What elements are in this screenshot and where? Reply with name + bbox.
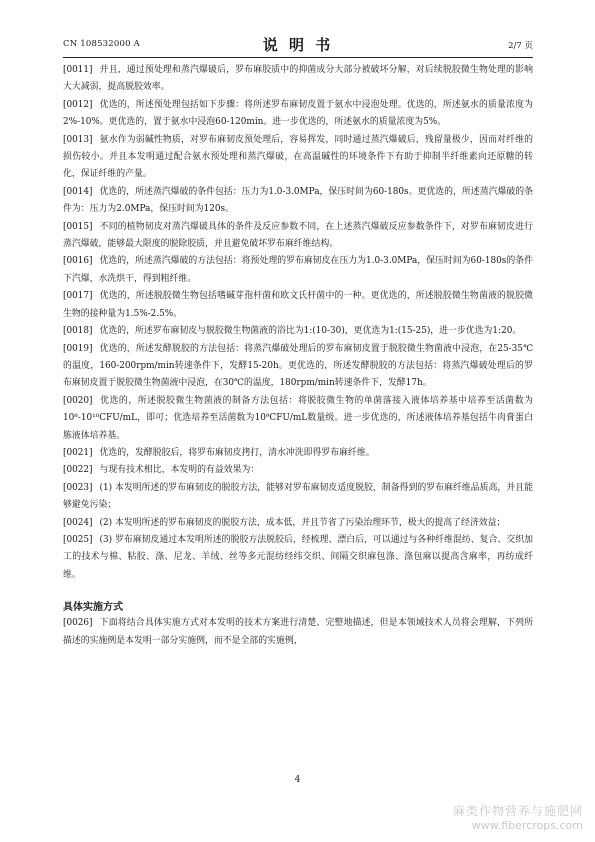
site-watermark	[453, 802, 583, 832]
paragraph-number: [0012]	[63, 99, 93, 110]
page-number: 4	[294, 775, 301, 785]
paragraph	[63, 393, 533, 445]
paragraph	[63, 341, 533, 393]
paragraph-number: [0019]	[63, 343, 93, 354]
paragraph	[63, 62, 533, 97]
paragraph-number: [0023]	[63, 482, 93, 493]
paragraph	[63, 515, 533, 532]
paragraph	[63, 615, 533, 650]
document-title: 说 明 书	[262, 36, 334, 54]
paragraph	[63, 97, 533, 132]
paragraph-number: [0020]	[63, 395, 93, 406]
paragraph-text: 氨水作为弱碱性物质，对罗布麻韧皮预处理后，容易挥发，同时通过蒸汽爆破后，残留量极少，因而对纤维的损伤较小。并且本发明通过配合氨水预处理和蒸汽爆破，在高温碱性的环境条件下有助于抑制半纤维素向还原糖的转化，保证纤维的产量。	[63, 134, 533, 180]
paragraph-text: (1) 本发明所述的罗布麻韧皮的脱胶方法，能够对罗布麻韧皮适度脱胶，制备得到的罗布麻纤维品质高，并且能够避免污染；	[63, 482, 533, 511]
section-heading: 具体实施方式	[63, 602, 123, 614]
paragraph-text: 优选的，所述蒸汽爆破的方法包括：将预处理的罗布麻韧皮在压力为1.0-3.0MPa，保压时间为60-180s的条件下汽爆，水洗烘干，得到粗纤维。	[63, 256, 533, 284]
paragraph-text: 并且，通过预处理和蒸汽爆破后，罗布麻胶质中的抑菌成分大部分被破坏分解，对后续脱胶微生物处理的影响大大减弱，提高脱胶效率。	[63, 65, 533, 93]
page-indicator: 2/7 页	[508, 41, 533, 51]
paragraph-text: 优选的，所述发酵脱胶的方法包括：将蒸汽爆破处理后的罗布麻韧皮置于脱胶微生物菌液中浸泡，在25-35℃的温度，160-200rpm/min转速条件下，发酵15-20h。更优选的，所述发酵脱胶的方法包括：将蒸汽爆破处理后的罗布麻韧皮置于脱胶微生物菌液中浸泡，在30℃的温度，180rpm/min转速条件下，发酵17h。	[63, 343, 533, 389]
paragraph	[63, 445, 533, 462]
page-body	[63, 62, 533, 650]
paragraph-text: 优选的，所述脱胶微生物包括嗜碱芽孢杆菌和欧文氏杆菌中的一种。更优选的，所述脱胶微生物菌液的脱胶微生物的接种量为1.5%-2.5%。	[63, 291, 533, 319]
paragraph	[63, 132, 533, 184]
header-divider	[63, 57, 533, 58]
paragraph	[63, 323, 533, 340]
paragraph-number: [0014]	[63, 186, 93, 197]
paragraph-number: [0021]	[63, 447, 93, 458]
paragraph	[63, 184, 533, 219]
paragraph-text: 优选的，所述罗布麻韧皮与脱胶微生物菌液的浴比为1:(10-30)，更优选为1:(15-25)，进一步优选为1:20。	[99, 326, 522, 337]
paragraph-text: 不同的植物韧皮对蒸汽爆破具体的条件及反应参数不同，在上述蒸汽爆破反应参数条件下，对罗布麻韧皮进行蒸汽爆破，能够最大限度的脱除胶质，并且避免破坏罗布麻纤维结构。	[63, 221, 533, 250]
paragraph-number: [0013]	[63, 134, 93, 145]
paragraph-number: [0016]	[63, 256, 93, 267]
paragraph	[63, 253, 533, 288]
paragraph	[63, 480, 533, 515]
paragraph-text: (3) 罗布麻韧皮通过本发明所述的脱胶方法脱胶后，经梳理、漂白后，可以通过与各种纤维混纺、复合、交织加工的技术与棉、粘胶、涤、尼龙、羊绒、丝等多元混纺经纬交织、间隔交织麻包涤、涤包麻以提高含麻率，再纺成纤维。	[63, 534, 533, 580]
paragraph	[63, 219, 533, 254]
page-header	[63, 34, 533, 54]
paragraph-number: [0022]	[63, 465, 93, 476]
section-paragraph-list	[63, 615, 533, 650]
paragraph-number: [0011]	[63, 65, 93, 75]
watermark-site-name: 麻类作物营养与施肥网	[452, 804, 583, 818]
paragraph-number: [0025]	[63, 534, 93, 545]
paragraph-text: 下面将结合具体实施方式对本发明的技术方案进行清楚、完整地描述，但是本领域技术人员将会理解，下列所描述的实施例是本发明一部分实施例，而不是全部的实施例，	[63, 618, 533, 646]
patent-number: CN 108532000 A	[63, 39, 140, 49]
paragraph-number: [0017]	[63, 291, 93, 302]
paragraph-number: [0024]	[63, 517, 93, 528]
paragraph	[63, 462, 533, 479]
paragraph-text: 优选的，所述蒸汽爆破的条件包括：压力为1.0-3.0MPa，保压时间为60-180s。更优选的，所述蒸汽爆破的条件为：压力为2.0MPa，保压时间为120s。	[63, 186, 533, 215]
paragraph	[63, 288, 533, 323]
paragraph-text: 与现有技术相比，本发明的有益效果为：	[99, 465, 260, 476]
paragraph	[63, 532, 533, 584]
paragraph-number: [0015]	[63, 221, 93, 232]
paragraph-number: [0018]	[63, 326, 93, 337]
paragraph-text: (2) 本发明所述的罗布麻韧皮的脱胶方法，成本低，并且节省了污染治理环节，极大的提高了经济效益；	[99, 517, 506, 528]
watermark-url: www.fibercrops.com	[471, 819, 583, 832]
paragraph-text: 优选的，发酵脱胶后，将罗布麻韧皮拷打，清水冲洗即得罗布麻纤维。	[99, 447, 375, 458]
paragraph-number: [0026]	[63, 618, 93, 629]
paragraph-text: 优选的，所述脱胶微生物菌液的制备方法包括：将脱胶微生物的单菌落接入液体培养基中培养至活菌数为10⁸-10¹⁰CFU/mL，即可；优选培养至活菌数为10⁹CFU/mL数量级。进一步优选的，所述液体培养基包括牛肉膏蛋白胨液体培养基。	[63, 395, 533, 441]
paragraph-text: 优选的，所述预处理包括如下步骤：将所述罗布麻韧皮置于氨水中浸泡处理。优选的，所述氨水的质量浓度为2%-10%。更优选的，置于氨水中浸泡60-120min。进一步优选的，所述氨水的质量浓度为5%。	[63, 99, 533, 128]
paragraph-list	[63, 62, 533, 584]
